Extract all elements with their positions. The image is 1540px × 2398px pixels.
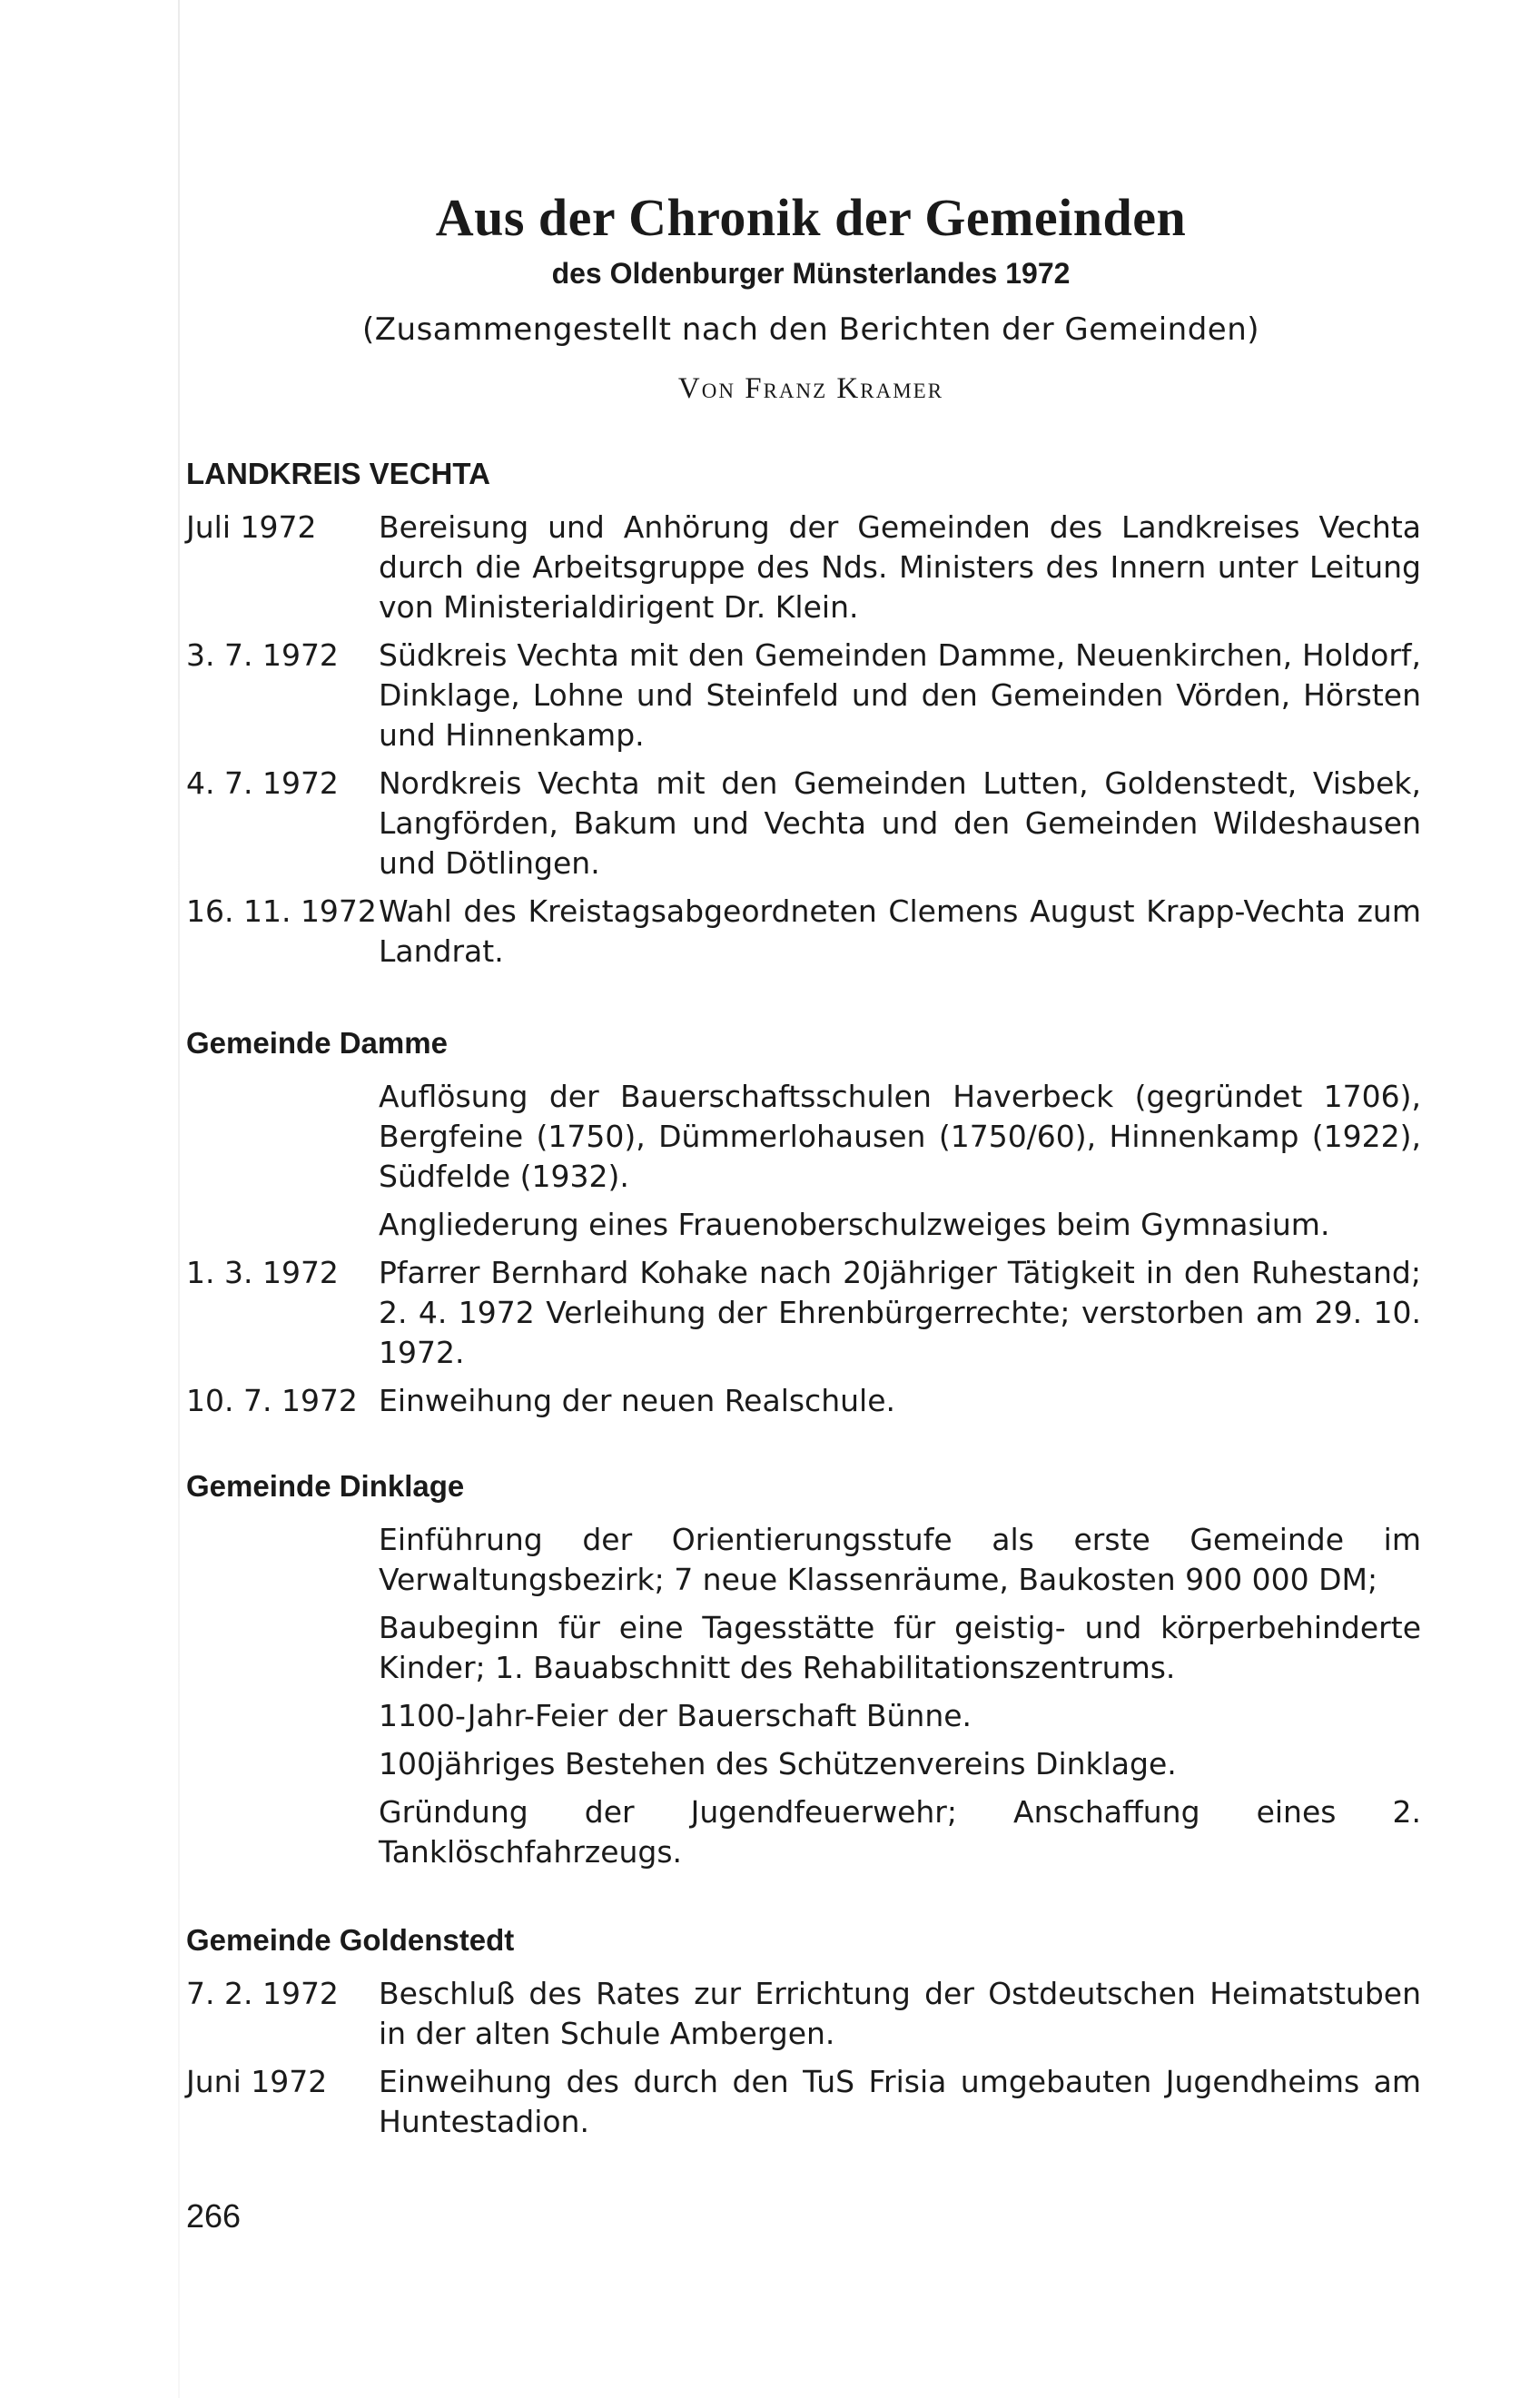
entry-text: Baubeginn für eine Tagesstätte für geistig- und körperbehinderte Kinder; 1. Bauabschnitt des Rehabilitationszentrums.: [379, 1610, 1421, 1685]
section-heading: Gemeinde Dinklage: [186, 1469, 465, 1503]
chronicle-entry: [186, 1974, 1421, 2054]
entry-date: [186, 1520, 379, 1600]
entry-date: [186, 1205, 379, 1245]
chronicle-entry: [186, 1696, 1421, 1736]
entry-date: 16. 11. 1972: [186, 893, 377, 929]
chronicle-entry: [186, 892, 1421, 972]
entry-date: 3. 7. 1972: [186, 637, 339, 673]
entry-text: Nordkreis Vechta mit den Gemeinden Lutten, Goldenstedt, Visbek, Langförden, Bakum und Vechta und den Gemeinden Wildeshausen und Dötlingen.: [379, 765, 1421, 881]
author-line: Von Franz Kramer: [677, 372, 944, 405]
entry-text: Auflösung der Bauerschaftsschulen Haverbeck (gegründet 1706), Bergfeine (1750), Dümmerlohausen (1750/60), Hinnenkamp (1922), Südfelde (1932).: [379, 1079, 1421, 1194]
section-heading: LANDKREIS VECHTA: [186, 457, 490, 490]
entry-text: Beschluß des Rates zur Errichtung der Ostdeutschen Heimatstuben in der alten Schule Ambergen.: [379, 1976, 1421, 2051]
chronicle-entry: [186, 1608, 1421, 1688]
section-gemeinde-damme: [186, 1026, 1421, 1429]
entry-date: 4. 7. 1972: [186, 765, 339, 801]
entry-date: [186, 1792, 379, 1872]
chronicle-entry: [186, 2062, 1421, 2142]
section-gemeinde-dinklage: [186, 1469, 1421, 1880]
entry-date: [186, 1077, 379, 1197]
entry-text: Bereisung und Anhörung der Gemeinden des Landkreises Vechta durch die Arbeitsgruppe des Nds. Ministers des Innern unter Leitung von Ministerialdirigent Dr. Klein.: [379, 509, 1421, 625]
entry-text: Pfarrer Bernhard Kohake nach 20jähriger Tätigkeit in den Ruhestand; 2. 4. 1972 Verleihung der Ehrenbürgerrechte; verstorben am 29. 10. 1972.: [379, 1255, 1421, 1370]
chronicle-entry: [186, 1520, 1421, 1600]
entry-date: 1. 3. 1972: [186, 1255, 339, 1290]
entry-text: Gründung der Jugendfeuerwehr; Anschaffung eines 2. Tanklöschfahrzeugs.: [379, 1794, 1421, 1870]
entry-date: [186, 1696, 379, 1736]
entry-date: [186, 1608, 379, 1688]
chronicle-entry: [186, 1381, 1421, 1421]
page-gutter-line: [178, 0, 180, 2398]
entry-date: Juli 1972: [186, 509, 317, 545]
chronicle-entry: [186, 764, 1421, 883]
entry-date: 10. 7. 1972: [186, 1383, 358, 1418]
section-heading: Gemeinde Damme: [186, 1026, 448, 1060]
entry-text: 100jähriges Bestehen des Schützenvereins Dinklage.: [379, 1746, 1177, 1781]
entry-text: Einweihung des durch den TuS Frisia umgebauten Jugendheims am Huntestadion.: [379, 2064, 1421, 2139]
page-number: 266: [186, 2197, 242, 2235]
entry-text: Einweihung der neuen Realschule.: [379, 1383, 895, 1418]
chronicle-entry: [186, 1253, 1421, 1373]
entry-date: [186, 1744, 379, 1784]
chronicle-entry: [186, 636, 1421, 755]
chronicle-entry: [186, 1077, 1421, 1197]
chronicle-subtitle: des Oldenburger Münsterlandes 1972: [551, 257, 1071, 290]
section-heading: Gemeinde Goldenstedt: [186, 1923, 515, 1957]
section-landkreis-vechta: [186, 457, 1421, 980]
chronicle-entry: [186, 508, 1421, 627]
entry-text: Angliederung eines Frauenoberschulzweiges beim Gymnasium.: [379, 1207, 1330, 1242]
chronicle-entry: [186, 1744, 1421, 1784]
section-gemeinde-goldenstedt: [186, 1923, 1421, 2150]
entry-text: 1100-Jahr-Feier der Bauerschaft Bünne.: [379, 1698, 972, 1733]
chronicle-title: Aus der Chronik der Gemeinden: [435, 188, 1187, 247]
compiled-note: (Zusammengestellt nach den Berichten der Gemeinden): [361, 311, 1260, 348]
entry-text: Südkreis Vechta mit den Gemeinden Damme, Neuenkirchen, Holdorf, Dinklage, Lohne und Steinfeld und den Gemeinden Vörden, Hörsten und Hinnenkamp.: [379, 637, 1421, 753]
entry-date: Juni 1972: [186, 2064, 328, 2099]
chronicle-entry: [186, 1205, 1421, 1245]
chronicle-entry: [186, 1792, 1421, 1872]
entry-text: Einführung der Orientierungsstufe als erste Gemeinde im Verwaltungsbezirk; 7 neue Klassenräume, Baukosten 900 000 DM;: [379, 1522, 1421, 1597]
entry-text: Wahl des Kreistagsabgeordneten Clemens August Krapp-Vechta zum Landrat.: [379, 893, 1421, 969]
entry-date: 7. 2. 1972: [186, 1976, 339, 2011]
